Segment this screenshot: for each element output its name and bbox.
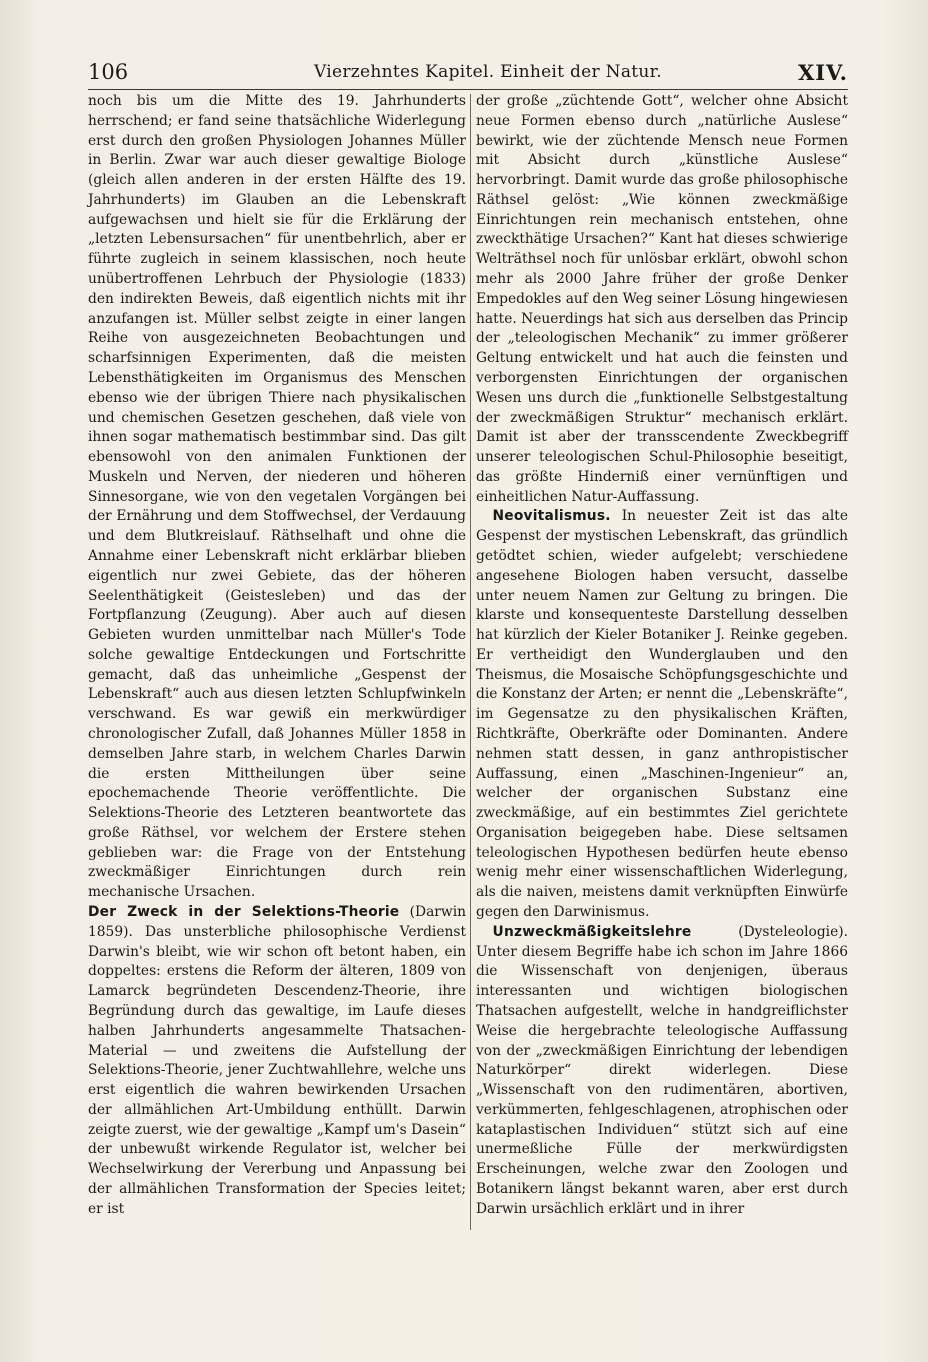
column-divider [470, 94, 471, 1230]
paragraph-text: (Darwin 1859). Das unsterbliche philosophische Verdienst Darwin's bleibt, wie wir schon oft betont haben, ein doppeltes: erstens die Reform der älteren, 1809 von Lamarck begründeten Descendenz-Theorie, ihre Begründung durch das gewaltige, im Laufe dieses halben Jahrhunderts angesammelte Thatsachen-Material — und zweitens die Aufstellung der Selektions-Theorie, jener Zuchtwahllehre, welche uns erst eigentlich die wahren bewirkenden Ursachen der allmählichen Art-Umbildung enthüllt. Darwin zeigte zuerst, wie der gewaltige „Kampf um's Dasein“ der unbewußt wirkende Regulator ist, welcher bei Wechselwirkung der Vererbung und Anpassung bei der allmählichen Transformation der Species leitet; er ist [88, 904, 466, 1217]
section-paragraph [476, 923, 848, 1220]
section-heading: Unzweckmäßigkeitslehre [492, 923, 692, 940]
paragraph: der große „züchtende Gott“, welcher ohne Absicht neue Formen ebenso durch „natürliche Auslese“ bewirkt, wie der züchtende Mensch neue Formen mit Absicht durch „künstliche Auslese“ hervorbringt. Damit wurde das große philosophische Räthsel gelöst: „Wie können zweckmäßige Einrichtungen rein mechanisch entstehen, ohne zweckthätige Ursachen?“ Kant hat dieses schwierige Welträthsel noch für unlösbar erklärt, obwohl schon mehr als 2000 Jahre früher der große Denker Empedokles auf den Weg seiner Lösung hingewiesen hatte. Neuerdings hat sich aus derselben das Princip der „teleologischen Mechanik“ zu immer größerer Geltung entwickelt und hat auch die feinsten und verborgensten Einrichtungen der organischen Wesen uns durch die „funktionelle Selbstgestaltung der zweckmäßigen Struktur“ mechanisch erklärt. Damit ist aber der transscendente Zweckbegriff unserer teleologischen Schul-Philosophie beseitigt, das größte Hinderniß einer vernünftigen und einheitlichen Natur-Auffassung. [476, 93, 848, 505]
left-column [88, 92, 466, 1220]
header-rule [88, 89, 848, 90]
section-paragraph [476, 507, 848, 922]
chapter-number: XIV. [797, 60, 848, 85]
running-title: Vierzehntes Kapitel. Einheit der Natur. [314, 62, 662, 82]
section-heading: Neovitalismus. [492, 508, 611, 525]
paragraph: noch bis um die Mitte des 19. Jahrhunderts herrschend; er fand seine thatsächliche Widerlegung erst durch den großen Physiologen Johannes Müller in Berlin. Zwar war auch dieser gewaltige Biologe (gleich allen anderen in der ersten Hälfte des 19. Jahrhunderts) im Glauben an die Lebenskraft aufgewachsen und hielt sie für die Erklärung der „letzten Lebensursachen“ für unentbehrlich, aber er führte zugleich in seinem klassischen, noch heute unübertroffenen Lehrbuch der Physiologie (1833) den indirekten Beweis, daß eigentlich nichts mit ihr anzufangen ist. Müller selbst zeigte in einer langen Reihe von ausgezeichneten Beobachtungen und scharfsinnigen Experimenten, daß die meisten Lebensthätigkeiten im Organismus des Menschen ebenso wie der übrigen Thiere nach physikalischen und chemischen Gesetzen geschehen, daß viele von ihnen sogar mathematisch bestimmbar sind. Das gilt ebensowohl von den animalen Funktionen der Muskeln und Nerven, der niederen und höheren Sinnesorgane, wie von den vegetalen Vorgängen bei der Ernährung und dem Stoffwechsel, der Verdauung und dem Blutkreislauf. Räthselhaft und ohne die Annahme einer Lebenskraft nicht erklärbar blieben eigentlich nur zwei Gebiete, das der höheren Seelenthätigkeit (Geistesleben) und das der Fortpflanzung (Zeugung). Aber auch auf diesen Gebieten wurden unmittelbar nach Müller's Tode solche gewaltige Entdeckungen und Fortschritte gemacht, daß das unheimliche „Gespenst der Lebenskraft“ auch aus diesen letzten Schlupfwinkeln verschwand. Es war gewiß ein merkwürdiger chronologischer Zufall, daß Johannes Müller 1858 in demselben Jahre starb, in welchem Charles Darwin die ersten Mittheilungen über seine epochemachende Theorie veröffentlichte. Die Selektions-Theorie des Letzteren beantwortete das große Räthsel, vor welchem der Erstere stehen geblieben war: die Frage von der Entstehung zweckmäßiger Einrichtungen durch rein mechanische Ursachen. [88, 93, 466, 901]
paragraph-text: (Dysteleologie). Unter diesem Begriffe habe ich schon im Jahre 1866 die Wissenschaft von denjenigen, überaus interessanten und wichtigen biologischen Thatsachen aufgestellt, welche in handgreiflichster Weise die hergebrachte teleologische Auffassung von der „zweckmäßigen Einrichtung der lebendigen Naturkörper“ direkt widerlegen. Diese „Wissenschaft von den rudimentären, abortiven, verkümmerten, fehlgeschlagenen, atrophischen oder kataplastischen Individuen“ stützt sich auf eine unermeßliche Fülle der merkwürdigsten Erscheinungen, welche zwar den Zoologen und Botanikern längst bekannt waren, aber erst durch Darwin ursächlich erklärt und in ihrer [476, 923, 848, 1217]
section-paragraph [88, 903, 466, 1220]
page-number: 106 [88, 60, 129, 84]
right-column [476, 92, 848, 1220]
paragraph-text: In neuester Zeit ist das alte Gespenst der mystischen Lebenskraft, das gründlich getödtet schien, wieder aufgelebt; verschiedene angesehene Biologen haben versucht, dasselbe unter neuem Namen zur Geltung zu bringen. Die klarste und konsequenteste Darstellung desselben hat kürzlich der Kieler Botaniker J. Reinke gegeben. Er vertheidigt den Wunderglauben und den Theismus, die Mosaische Schöpfungsgeschichte und die Konstanz der Arten; er nennt die „Lebenskräfte“, im Gegensatze zu den physikalischen Kräften, Richtkräfte, Oberkräfte oder Dominanten. Andere nehmen statt dessen, in ganz anthropistischer Auffassung, einen „Maschinen-Ingenieur“ an, welcher der organischen Substanz eine zweckmäßige, auf ein bestimmtes Ziel gerichtete Organisation beigegeben habe. Diese seltsamen teleologischen Hypothesen bedürfen heute ebenso wenig mehr einer wissenschaftlichen Widerlegung, als die naiven, meistens damit verknüpften Einwürfe gegen den Darwinismus. [476, 508, 848, 921]
section-heading: Der Zweck in der Selektions-Theorie [88, 904, 400, 921]
page-header [88, 60, 848, 90]
